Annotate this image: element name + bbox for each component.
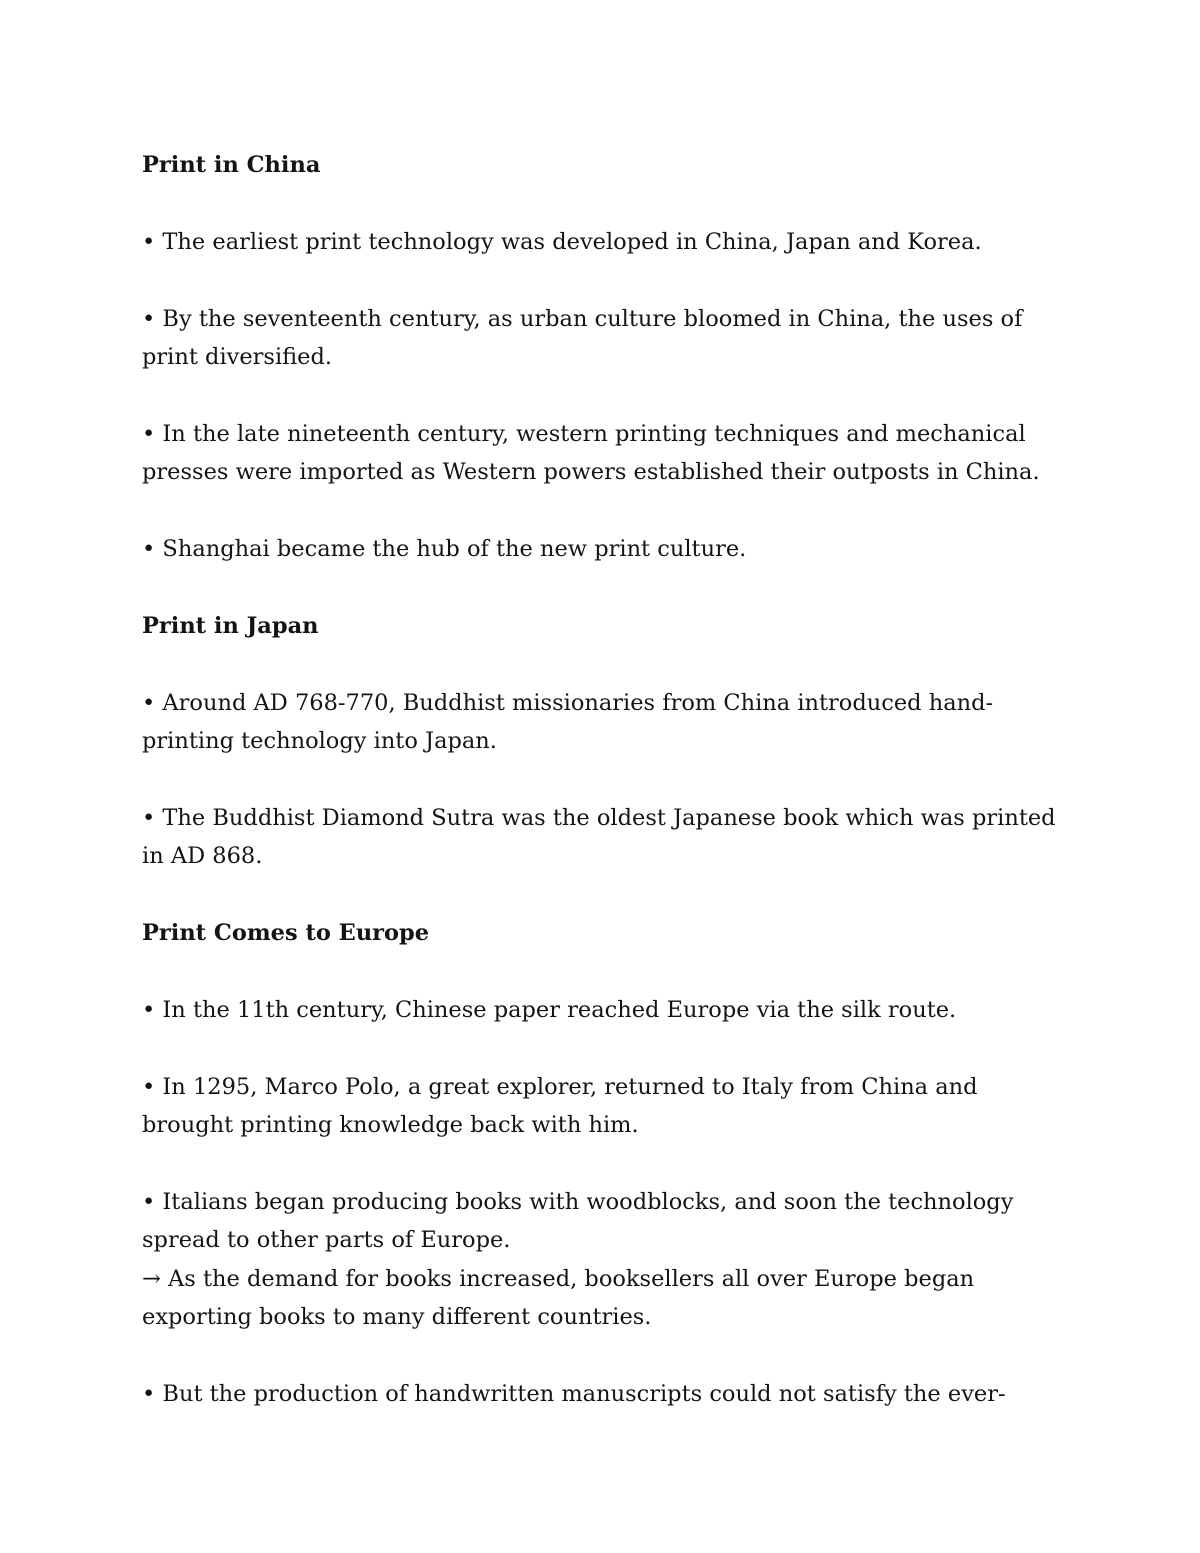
paragraph-diamond-sutra: • The Buddhist Diamond Sutra was the oldest Japanese book which was printed in AD 868. xyxy=(142,804,1056,870)
paragraph-handwritten-manuscripts: • But the production of handwritten manuscripts could not satisfy the ever- xyxy=(142,1380,1006,1407)
section-heading-print-comes-to-europe: Print Comes to Europe xyxy=(142,920,430,946)
paragraph-buddhist-missionaries: • Around AD 768-770, Buddhist missionaries from China introduced hand-printing technology into Japan. xyxy=(142,689,994,754)
paragraph-seventeenth-century: • By the seventeenth century, as urban culture bloomed in China, the uses of print diversified. xyxy=(142,305,1023,370)
paragraph-earliest-print: • The earliest print technology was developed in China, Japan and Korea. xyxy=(142,228,982,255)
section-heading-print-in-china: Print in China xyxy=(142,152,321,178)
document-page xyxy=(142,146,1062,1452)
paragraph-book-demand: → As the demand for books increased, booksellers all over Europe began exporting books to many different countries. xyxy=(142,1265,975,1331)
paragraph-chinese-paper: • In the 11th century, Chinese paper reached Europe via the silk route. xyxy=(142,996,957,1023)
section-heading-print-in-japan: Print in Japan xyxy=(142,612,319,639)
paragraph-nineteenth-century: • In the late nineteenth century, western printing techniques and mechanical presses were imported as Western powers established their outposts in China. xyxy=(142,420,1040,486)
paragraph-marco-polo: • In 1295, Marco Polo, a great explorer, returned to Italy from China and brought printing knowledge back with him. xyxy=(142,1073,978,1138)
paragraph-italian-woodblocks: • Italians began producing books with woodblocks, and soon the technology spread to other parts of Europe. xyxy=(142,1188,1014,1254)
paragraph-shanghai: • Shanghai became the hub of the new print culture. xyxy=(142,536,747,562)
